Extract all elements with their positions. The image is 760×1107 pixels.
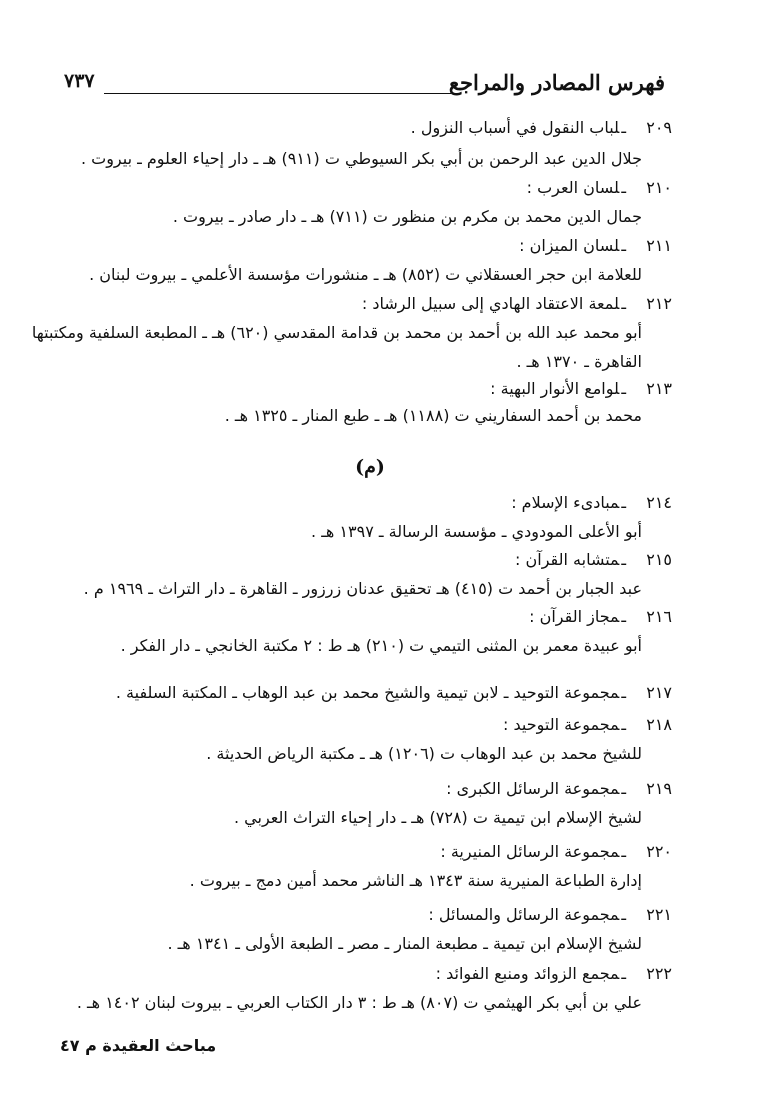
entry-detail: إدارة الطباعة المنيرية سنة ١٣٤٣ هـ الناشر محمد أمين دمج ـ بيروت . bbox=[189, 871, 642, 890]
header-rule bbox=[104, 93, 451, 94]
entry-title: لمعة الاعتقاد الهادي إلى سبيل الرشاد : bbox=[361, 294, 620, 313]
entry-number: ٢١٣ bbox=[646, 379, 672, 398]
entry-title-line: ٢١٢ـلمعة الاعتقاد الهادي إلى سبيل الرشاد : bbox=[361, 294, 672, 313]
entry-title-line: ٢١٥ـمتشابه القرآن : bbox=[515, 550, 672, 569]
entry-title: لباب النقول في أسباب النزول . bbox=[410, 118, 620, 137]
entry-number: ٢١٢ bbox=[646, 294, 672, 313]
entry-number: ٢١٩ bbox=[646, 779, 672, 798]
entry-title: مجاز القرآن : bbox=[529, 607, 620, 626]
entry-detail: جلال الدين عبد الرحمن بن أبي بكر السيوطي ت (٩١١) هـ ـ دار إحياء العلوم ـ بيروت . bbox=[80, 149, 642, 168]
entry-title-line: ٢١٩ـمجموعة الرسائل الكبرى : bbox=[446, 779, 672, 798]
entry-title-line: ٢٢٠ـمجموعة الرسائل المنيرية : bbox=[440, 842, 672, 861]
entry-title-line: ٢١٤ـمبادىء الإسلام : bbox=[511, 493, 672, 512]
entry-detail: للعلامة ابن حجر العسقلاني ت (٨٥٢) هـ ـ منشورات مؤسسة الأعلمي ـ بيروت لبنان . bbox=[89, 265, 642, 284]
entry-title: مجموعة التوحيد ـ لابن تيمية والشيخ محمد بن عبد الوهاب ـ المكتبة السلفية . bbox=[115, 683, 620, 702]
entry-number: ٢٢٠ bbox=[646, 842, 672, 861]
entry-title: مجمع الزوائد ومنبع الفوائد : bbox=[435, 964, 620, 983]
entry-title: لسان الميزان : bbox=[519, 236, 620, 255]
entry-detail: أبو عبيدة معمر بن المثنى التيمي ت (٢١٠) هـ ط : ٢ مكتبة الخانجي ـ دار الفكر . bbox=[120, 636, 642, 655]
entry-number: ٢٠٩ bbox=[646, 118, 672, 137]
entry-title-line: ٢١٨ـمجموعة التوحيد : bbox=[503, 715, 672, 734]
entry-title: مجموعة الرسائل والمسائل : bbox=[428, 905, 620, 924]
page-title: فهرس المصادر والمراجع bbox=[448, 70, 665, 95]
entry-detail: محمد بن أحمد السفاريني ت (١١٨٨) هـ ـ طبع المنار ـ ١٣٢٥ هـ . bbox=[224, 406, 642, 425]
running-header bbox=[64, 70, 665, 104]
entry-number: ٢١٠ bbox=[646, 178, 672, 197]
entry-detail: لشيخ الإسلام ابن تيمية ت (٧٢٨) هـ ـ دار إحياء التراث العربي . bbox=[233, 808, 642, 827]
entry-number: ٢٢٢ bbox=[646, 964, 672, 983]
entry-detail: لشيخ الإسلام ابن تيمية ـ مطبعة المنار ـ مصر ـ الطبعة الأولى ـ ١٣٤١ هـ . bbox=[167, 934, 642, 953]
entry-detail: للشيخ محمد بن عبد الوهاب ت (١٢٠٦) هـ ـ مكتبة الرياض الحديثة . bbox=[206, 744, 642, 763]
entry-number: ٢١٤ bbox=[646, 493, 672, 512]
entry-title-line: ٢١٦ـمجاز القرآن : bbox=[529, 607, 672, 626]
entry-title: لوامع الأنوار البهية : bbox=[490, 379, 620, 398]
entry-title-line: ٢٢٢ـمجمع الزوائد ومنبع الفوائد : bbox=[435, 964, 672, 983]
entry-title-line: ٢٢١ـمجموعة الرسائل والمسائل : bbox=[428, 905, 672, 924]
entry-detail: أبو الأعلى المودودي ـ مؤسسة الرسالة ـ ١٣٩٧ هـ . bbox=[311, 522, 642, 541]
entry-number: ٢١١ bbox=[646, 236, 672, 255]
entry-title: مجموعة الرسائل المنيرية : bbox=[440, 842, 620, 861]
entry-detail: علي بن أبي بكر الهيثمي ت (٨٠٧) هـ ط : ٣ دار الكتاب العربي ـ بيروت لبنان ١٤٠٢ هـ . bbox=[76, 993, 642, 1012]
entry-title: مجموعة الرسائل الكبرى : bbox=[446, 779, 620, 798]
entry-title-line: ٢١٣ـلوامع الأنوار البهية : bbox=[490, 379, 672, 398]
entry-detail: جمال الدين محمد بن مكرم بن منظور ت (٧١١) هـ ـ دار صادر ـ بيروت . bbox=[172, 207, 642, 226]
entry-title-line: ٢١٠ـلسان العرب : bbox=[526, 178, 672, 197]
entry-title: مبادىء الإسلام : bbox=[511, 493, 620, 512]
entry-detail: القاهرة ـ ١٣٧٠ هـ . bbox=[516, 352, 642, 371]
entry-number: ٢١٧ bbox=[646, 683, 672, 702]
entry-number: ٢١٥ bbox=[646, 550, 672, 569]
entry-detail: عبد الجبار بن أحمد ت (٤١٥) هـ تحقيق عدنان زرزور ـ القاهرة ـ دار التراث ـ ١٩٦٩ م . bbox=[83, 579, 642, 598]
entry-title: مجموعة التوحيد : bbox=[503, 715, 620, 734]
entry-title: لسان العرب : bbox=[526, 178, 620, 197]
entry-detail: أبو محمد عبد الله بن أحمد بن محمد بن قدامة المقدسي (٦٢٠) هـ ـ المطبعة السلفية ومكتبتها bbox=[31, 323, 642, 342]
entry-title: متشابه القرآن : bbox=[515, 550, 620, 569]
entry-number: ٢٢١ bbox=[646, 905, 672, 924]
entry-number: ٢١٨ bbox=[646, 715, 672, 734]
footer-signature: مباحث العقيدة م ٤٧ bbox=[60, 1036, 217, 1055]
page-number: ٧٣٧ bbox=[64, 70, 95, 92]
entry-number: ٢١٦ bbox=[646, 607, 672, 626]
section-letter: (م) bbox=[355, 456, 385, 478]
entry-title-line: ٢١٧ـمجموعة التوحيد ـ لابن تيمية والشيخ محمد بن عبد الوهاب ـ المكتبة السلفية . bbox=[115, 683, 672, 702]
entry-title-line: ٢٠٩ـلباب النقول في أسباب النزول . bbox=[410, 118, 672, 137]
entry-title-line: ٢١١ـلسان الميزان : bbox=[519, 236, 672, 255]
